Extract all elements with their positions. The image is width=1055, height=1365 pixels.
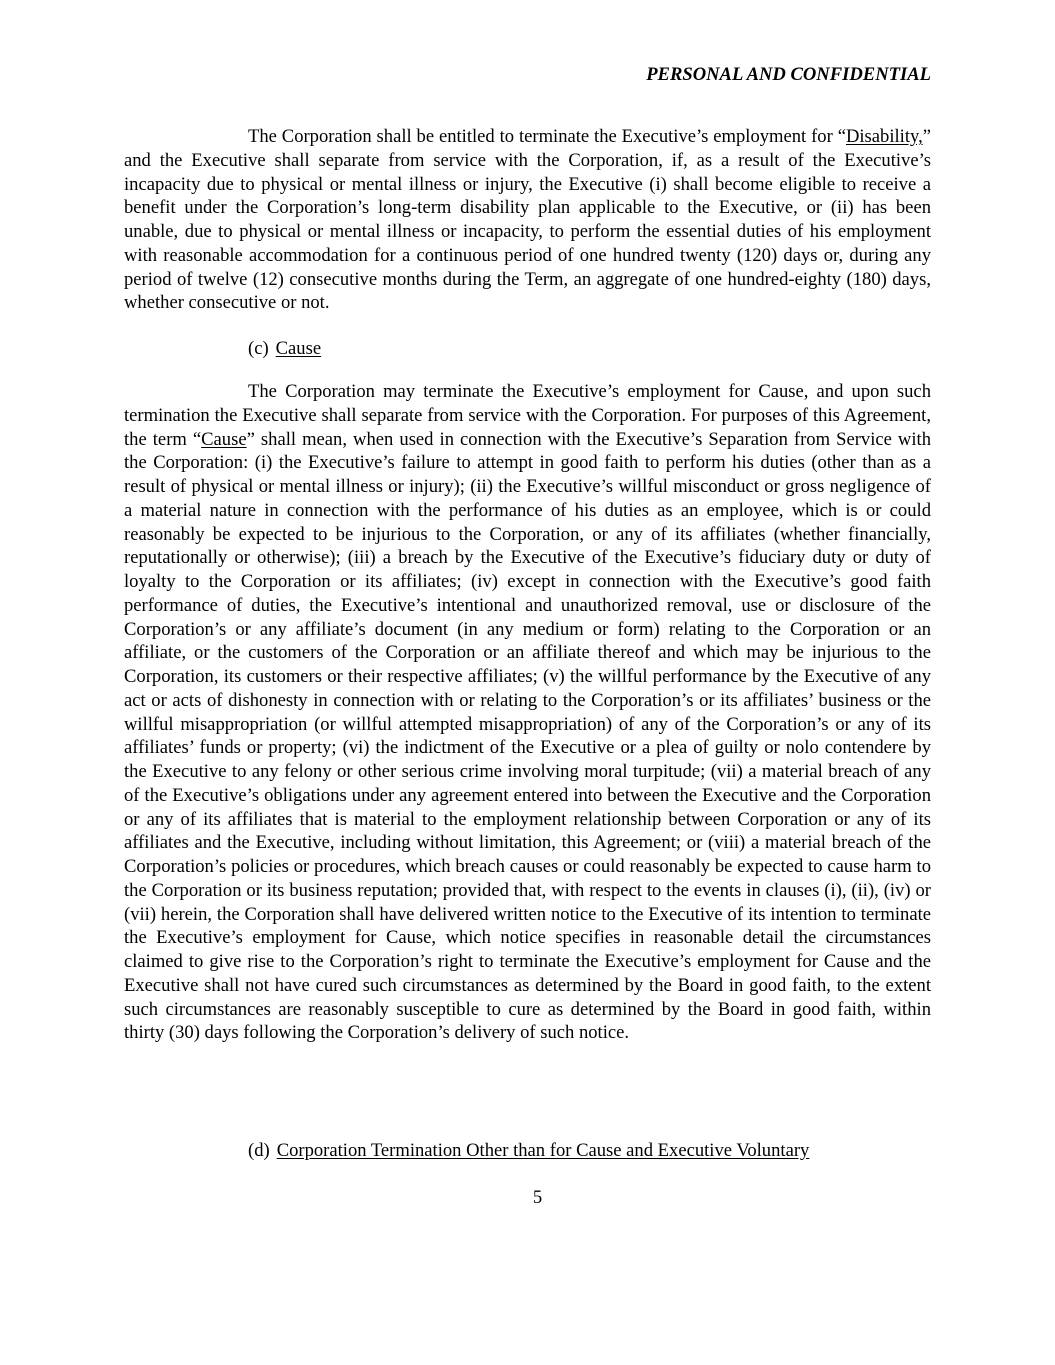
section-d-title: Corporation Termination Other than for Cause and Executive Voluntary xyxy=(276,1140,810,1161)
cause-paragraph xyxy=(124,380,931,1045)
section-c-heading xyxy=(248,337,321,361)
disability-open-quote: “ xyxy=(837,126,846,147)
page-number: 5 xyxy=(532,1187,543,1208)
confidential-header: PERSONAL AND CONFIDENTIAL xyxy=(646,64,931,85)
section-c-title: Cause xyxy=(275,338,322,359)
disability-lead: The Corporation shall be entitled to terminate the Executive’s employment for xyxy=(248,126,838,147)
section-d-heading xyxy=(248,1139,809,1163)
section-c-label: (c) xyxy=(248,338,269,359)
section-d-label: (d) xyxy=(248,1140,270,1161)
disability-defined-term: Disability, xyxy=(845,126,923,147)
disability-rest: ” and the Executive shall separate from service with the Corporation, if, as a result of the Executive’s incapacity due to physical or mental illness or injury, the Executive (i) shall become eligible to receive a benefit under the Corporation’s long-term disability plan applicable to the Executive, or (ii) has been unable, due to physical or mental illness or incapacity, to perform the essential duties of his employment with reasonable accommodation for a continuous period of one hundred twenty (120) days or, during any period of twelve (12) consecutive months during the Term, an aggregate of one hundred-eighty (180) days, whether consecutive or not. xyxy=(124,126,931,314)
disability-paragraph xyxy=(124,125,931,315)
cause-defined-term: Cause xyxy=(201,428,247,450)
cause-lead: The Corporation may terminate the Executive’s employment for Cause, and upon such termination the Executive shall separate from service with the Corporation. For purposes of this Agreement, the term “ xyxy=(124,381,931,450)
cause-rest: ” shall mean, when used in connection with the Executive’s Separation from Service with the Corporation: (i) the Executive’s failure to attempt in good faith to perform his duties (other than as a result of physical or mental illness or injury); (ii) the Executive’s willful misconduct or gross negligence of a material nature in connection with the performance of his duties as an employee, which is or could reasonably be expected to be injurious to the Corporation, or any of its affiliates (whether financially, reputationally or otherwise); (iii) a breach by the Executive of the Executive’s fiduciary duty or duty of loyalty to the Corporation or its affiliates; (iv) except in connection with the Executive’s good faith performance of duties, the Executive’s intentional and unauthorized removal, use or disclosure of the Corporation’s or any affiliate’s document (in any medium or form) relating to the Corporation or an affiliate, or the customers of the Corporation or an affiliate thereof and which may be injurious to the Corporation, its customers or their respective affiliates; (v) the willful performance by the Executive of any act or acts of dishonesty in connection with or relating to the Corporation’s or its affiliates’ business or the willful misappropriation (or willful attempted misappropriation) of any of the Corporation’s or any of its affiliates’ funds or property; (vi) the indictment of the Executive or a plea of guilty or nolo contendere by the Executive to any felony or other serious crime involving moral turpitude; (vii) a material breach of any of the Executive’s obligations under any agreement entered into between the Executive and the Corporation or any of its affiliates that is material to the employment relationship between Corporation or any of its affiliates and the Executive, including without limitation, this Agreement; or (viii) a material breach of the Corporation’s policies or procedures, which breach causes or could reasonably be expected to cause harm to the Corporation or its business reputation; provided that, with respect to the events in clauses (i), (ii), (iv) or (vii) herein, the Corporation shall have delivered written notice to the Executive of its intention to terminate the Executive’s employment for Cause, which notice specifies in reasonable detail the circumstances claimed to give rise to the Corporation’s right to terminate the Executive’s employment for Cause and the Executive shall not have cured such circumstances as determined by the Board in good faith, to the extent such circumstances are reasonably susceptible to cure as determined by the Board in good faith, within thirty (30) days following the Corporation’s delivery of such notice. xyxy=(124,428,931,1044)
